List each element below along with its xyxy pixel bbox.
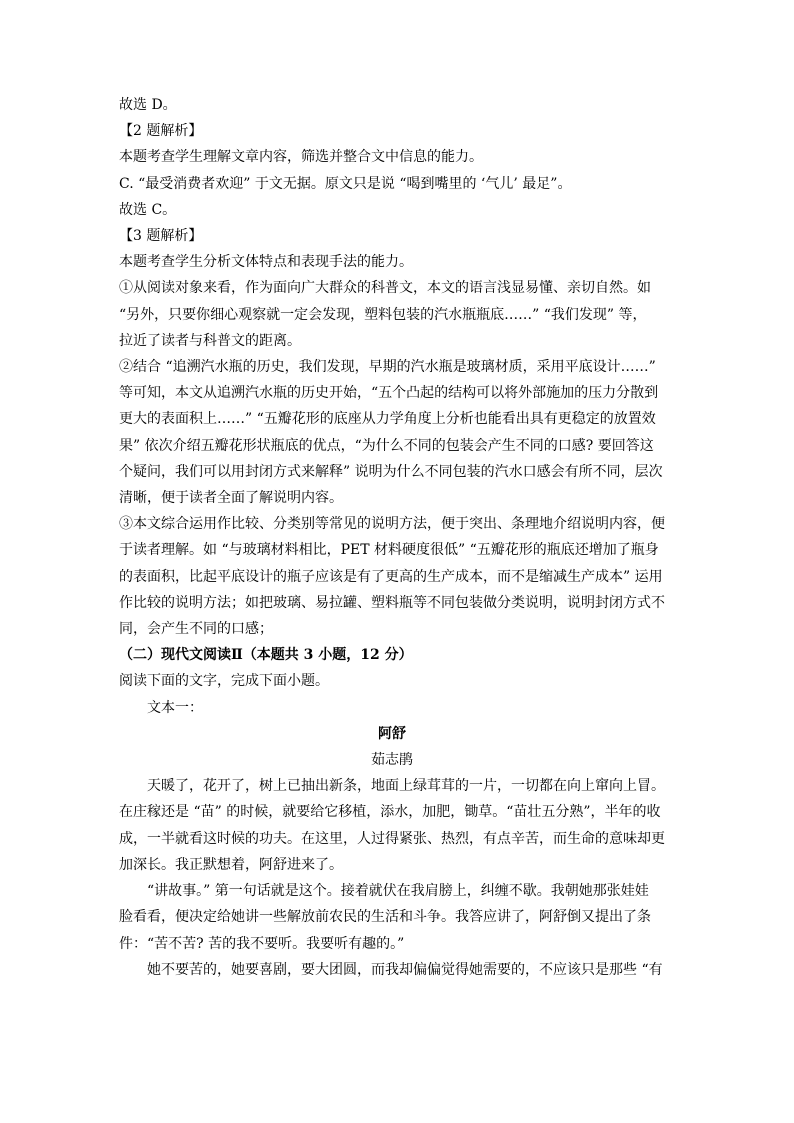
text-line: 同，会产生不同的口感； xyxy=(119,621,273,638)
paragraph-line: 件：“苦不苦? 苦的我不要听。我要听有趣的。” xyxy=(119,935,405,952)
text-line: 个疑问，我们可以用封闭方式来解释” 说明为什么不同包装的汽水口感会有所不同，层次 xyxy=(119,463,663,480)
article-title: 阿舒 xyxy=(378,725,406,742)
text-line: 本题考查学生理解文章内容，筛选并整合文中信息的能力。 xyxy=(119,149,483,166)
section-heading: （二）现代文阅读Ⅱ（本题共 3 小题，12 分） xyxy=(119,647,413,664)
text-line: 拉近了读者与科普文的距离。 xyxy=(119,332,301,349)
text-line: 于读者理解。如 “与玻璃材料相比，PET 材料硬度很低” “五瓣花形的瓶底还增加了瓶身 xyxy=(119,542,659,559)
answer-line-c: 故选 C。 xyxy=(119,201,177,218)
text-line: 果” 依次介绍五瓣花形状瓶底的优点，“为什么不同的包装会产生不同的口感? 要回答这 xyxy=(119,437,654,454)
paragraph-line: 脸看看，便决定给她讲一些解放前农民的生活和斗争。我答应讲了，阿舒倒又提出了条 xyxy=(119,909,651,926)
paragraph-line: 在庄稼还是 “苗” 的时候，就要给它移植，添水，加肥，锄草。“苗壮五分熟”，半年的收 xyxy=(119,804,661,821)
paragraph-line: 加深长。我正默想着，阿舒进来了。 xyxy=(119,856,343,873)
text-line: 清晰，便于读者全面了解说明内容。 xyxy=(119,490,343,507)
instruction-line: 阅读下面的文字，完成下面小题。 xyxy=(119,673,329,690)
text-line: 更大的表面积上……” “五瓣花形的底座从力学角度上分析也能看出具有更稳定的放置效 xyxy=(119,411,656,428)
text-line: ③本文综合运用作比较、分类别等常见的说明方法，便于突出、条理地介绍说明内容，便 xyxy=(119,516,665,533)
article-author: 茹志鹃 xyxy=(371,752,413,769)
text-line: “另外，只要你细心观察就一定会发现，塑料包装的汽水瓶瓶底……” “我们发现” 等， xyxy=(119,306,647,323)
q2-analysis-heading: 【2 题解析】 xyxy=(119,123,203,140)
paragraph-line: 成，一半就看这时候的功夫。在这里，人过得紧张、热烈，有点辛苦，而生命的意味却更 xyxy=(119,830,665,847)
document-body xyxy=(119,92,665,983)
text-line: 的表面积，比起平底设计的瓶子应该是有了更高的生产成本，而不是缩减生产成本” 运用 xyxy=(119,568,663,585)
text-line: ②结合 “追溯汽水瓶的历史，我们发现，早期的汽水瓶是玻璃材质，采用平底设计……” xyxy=(119,359,656,376)
q3-analysis-heading: 【3 题解析】 xyxy=(119,228,203,245)
text-line: 本题考查学生分析文体特点和表现手法的能力。 xyxy=(119,254,413,271)
text-line: ①从阅读对象来看，作为面向广大群众的科普文，本文的语言浅显易懂、亲切自然。如 xyxy=(119,280,651,297)
paragraph-line: 她不要苦的，她要喜剧，要大团圆，而我却偏偏觉得她需要的，不应该只是那些 “有 xyxy=(147,961,663,978)
text-line: 等可知，本文从追溯汽水瓶的历史开始，“五个凸起的结构可以将外部施加的压力分散到 xyxy=(119,385,659,402)
text-line: C. “最受消费者欢迎” 于文无据。原文只是说 “喝到嘴里的 ‘气儿’ 最足”。 xyxy=(119,175,572,192)
paragraph-line: 天暖了，花开了，树上已抽出新条，地面上绿茸茸的一片，一切都在向上窜向上冒。 xyxy=(147,778,665,795)
text-line: 作比较的说明方法；如把玻璃、易拉罐、塑料瓶等不同包装做分类说明，说明封闭方式不 xyxy=(119,594,665,611)
answer-line-d: 故选 D。 xyxy=(119,97,177,113)
text-one-label: 文本一： xyxy=(147,699,203,716)
paragraph-line: “讲故事。” 第一句话就是这个。接着就伏在我肩膀上，纠缠不歇。我朝她那张娃娃 xyxy=(147,883,649,900)
